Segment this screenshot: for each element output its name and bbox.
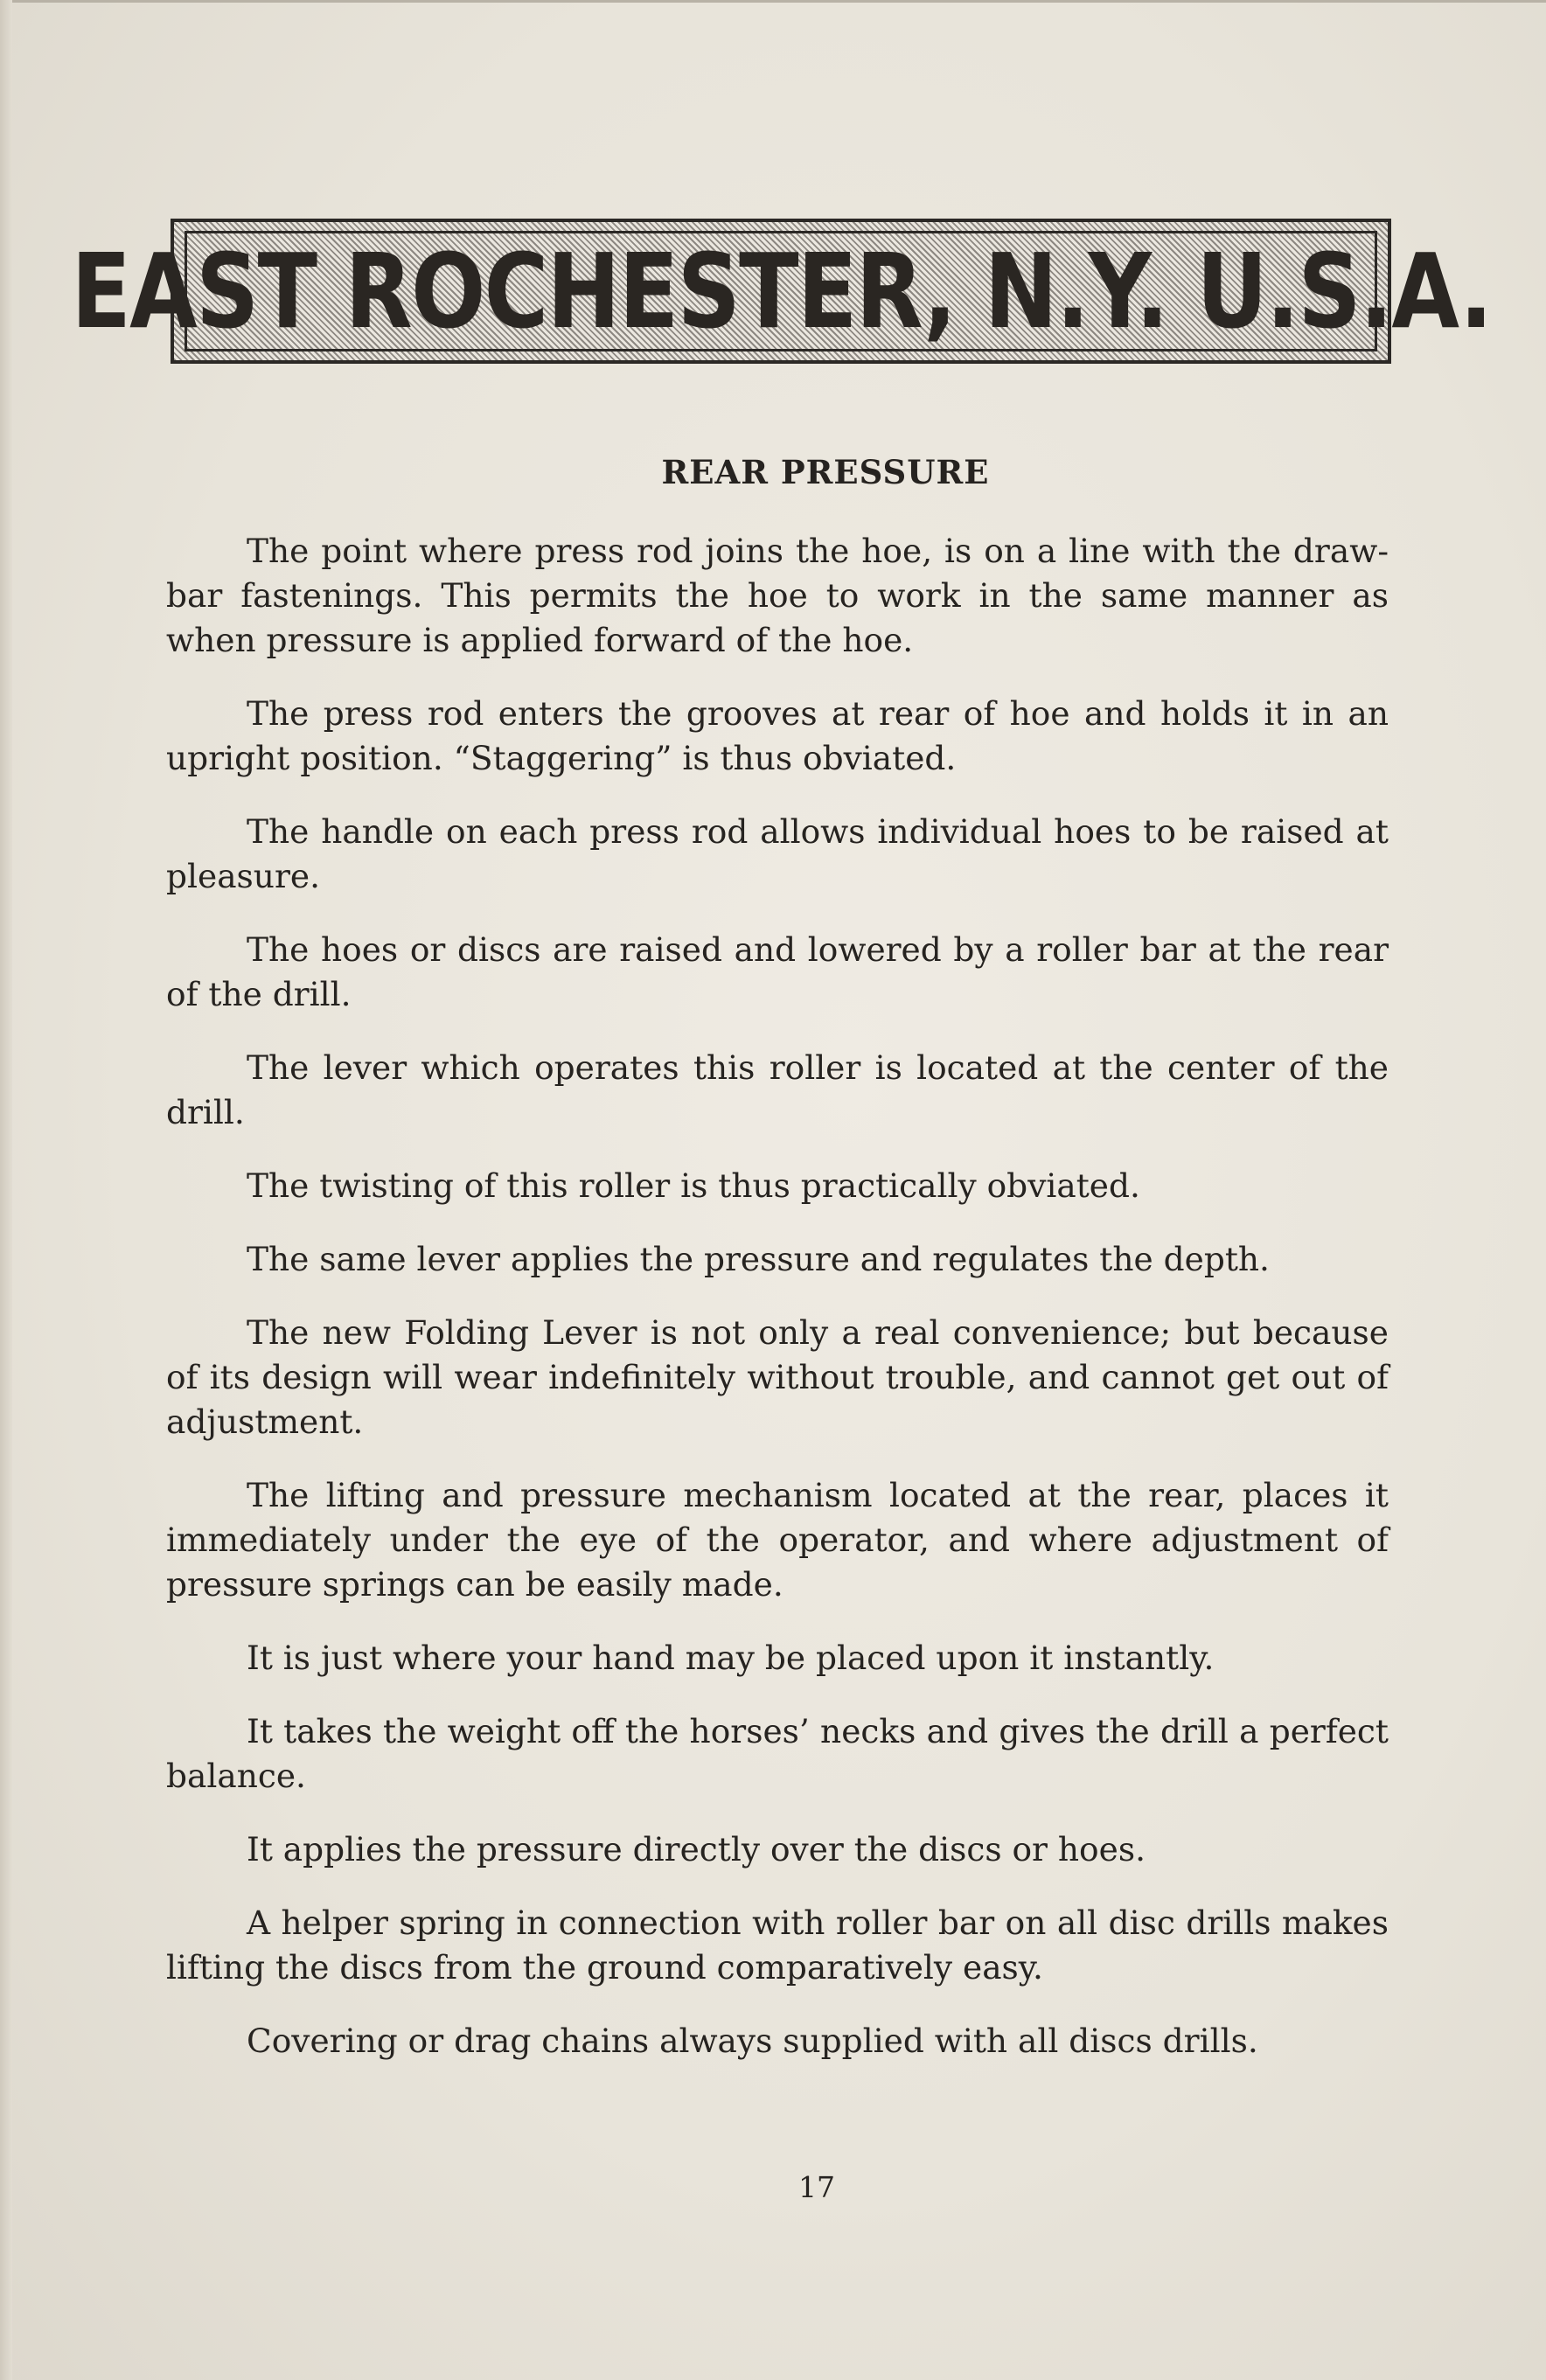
paragraph-weight-balance: It takes the weight off the horses’ necks and gives the drill a perfect balance. bbox=[166, 1712, 1389, 1795]
page-top-edge bbox=[0, 0, 1546, 3]
paragraph-lever-location: The lever which operates this roller is located at the center of the drill. bbox=[166, 1048, 1389, 1131]
paragraph-roller-bar: The hoes or discs are raised and lowered by a roller bar at the rear of the drill. bbox=[166, 930, 1389, 1013]
page-binding-edge bbox=[0, 0, 12, 2380]
paragraph-lifting-mechanism: The lifting and pressure mechanism located at the rear, places it immediately under the eye of the operator, and where adjustment of pressure springs can be easily made. bbox=[166, 1476, 1389, 1604]
paragraph-drag-chains: Covering or drag chains always supplied with all discs drills. bbox=[247, 2022, 1258, 2060]
paragraph-hand-placement: It is just where your hand may be placed upon it instantly. bbox=[247, 1639, 1215, 1677]
paragraph-press-rod-handle: The handle on each press rod allows individual hoes to be raised at pleasure. bbox=[166, 812, 1389, 895]
banner-text: EAST ROCHESTER, N.Y. U.S.A. bbox=[70, 231, 1492, 351]
paragraph-press-rod-line: The point where press rod joins the hoe, is on a line with the draw-bar fastenings. This permits the hoe to work in the same manner as when pressure is applied forward of the hoe. bbox=[166, 532, 1389, 659]
paragraph-same-lever: The same lever applies the pressure and regulates the depth. bbox=[247, 1240, 1270, 1278]
paragraph-folding-lever: The new Folding Lever is not only a real convenience; but because of its design will wear indefinitely without trouble, and cannot get out of adjustment. bbox=[166, 1313, 1389, 1441]
paragraph-press-rod-grooves: The press rod enters the grooves at rear of hoe and holds it in an upright position. “Staggering” is thus obviated. bbox=[166, 694, 1389, 777]
paragraph-helper-spring: A helper spring in connection with roller bar on all disc drills makes lifting the discs from the ground comparatively easy. bbox=[166, 1903, 1389, 1987]
section-title: REAR PRESSURE bbox=[661, 453, 990, 491]
header-banner bbox=[70, 219, 1492, 364]
paragraph-pressure-over-discs: It applies the pressure directly over the discs or hoes. bbox=[247, 1830, 1146, 1869]
page-number: 17 bbox=[798, 2170, 835, 2204]
paragraph-twisting: The twisting of this roller is thus practically obviated. bbox=[247, 1166, 1140, 1205]
body-text bbox=[166, 529, 1389, 2092]
